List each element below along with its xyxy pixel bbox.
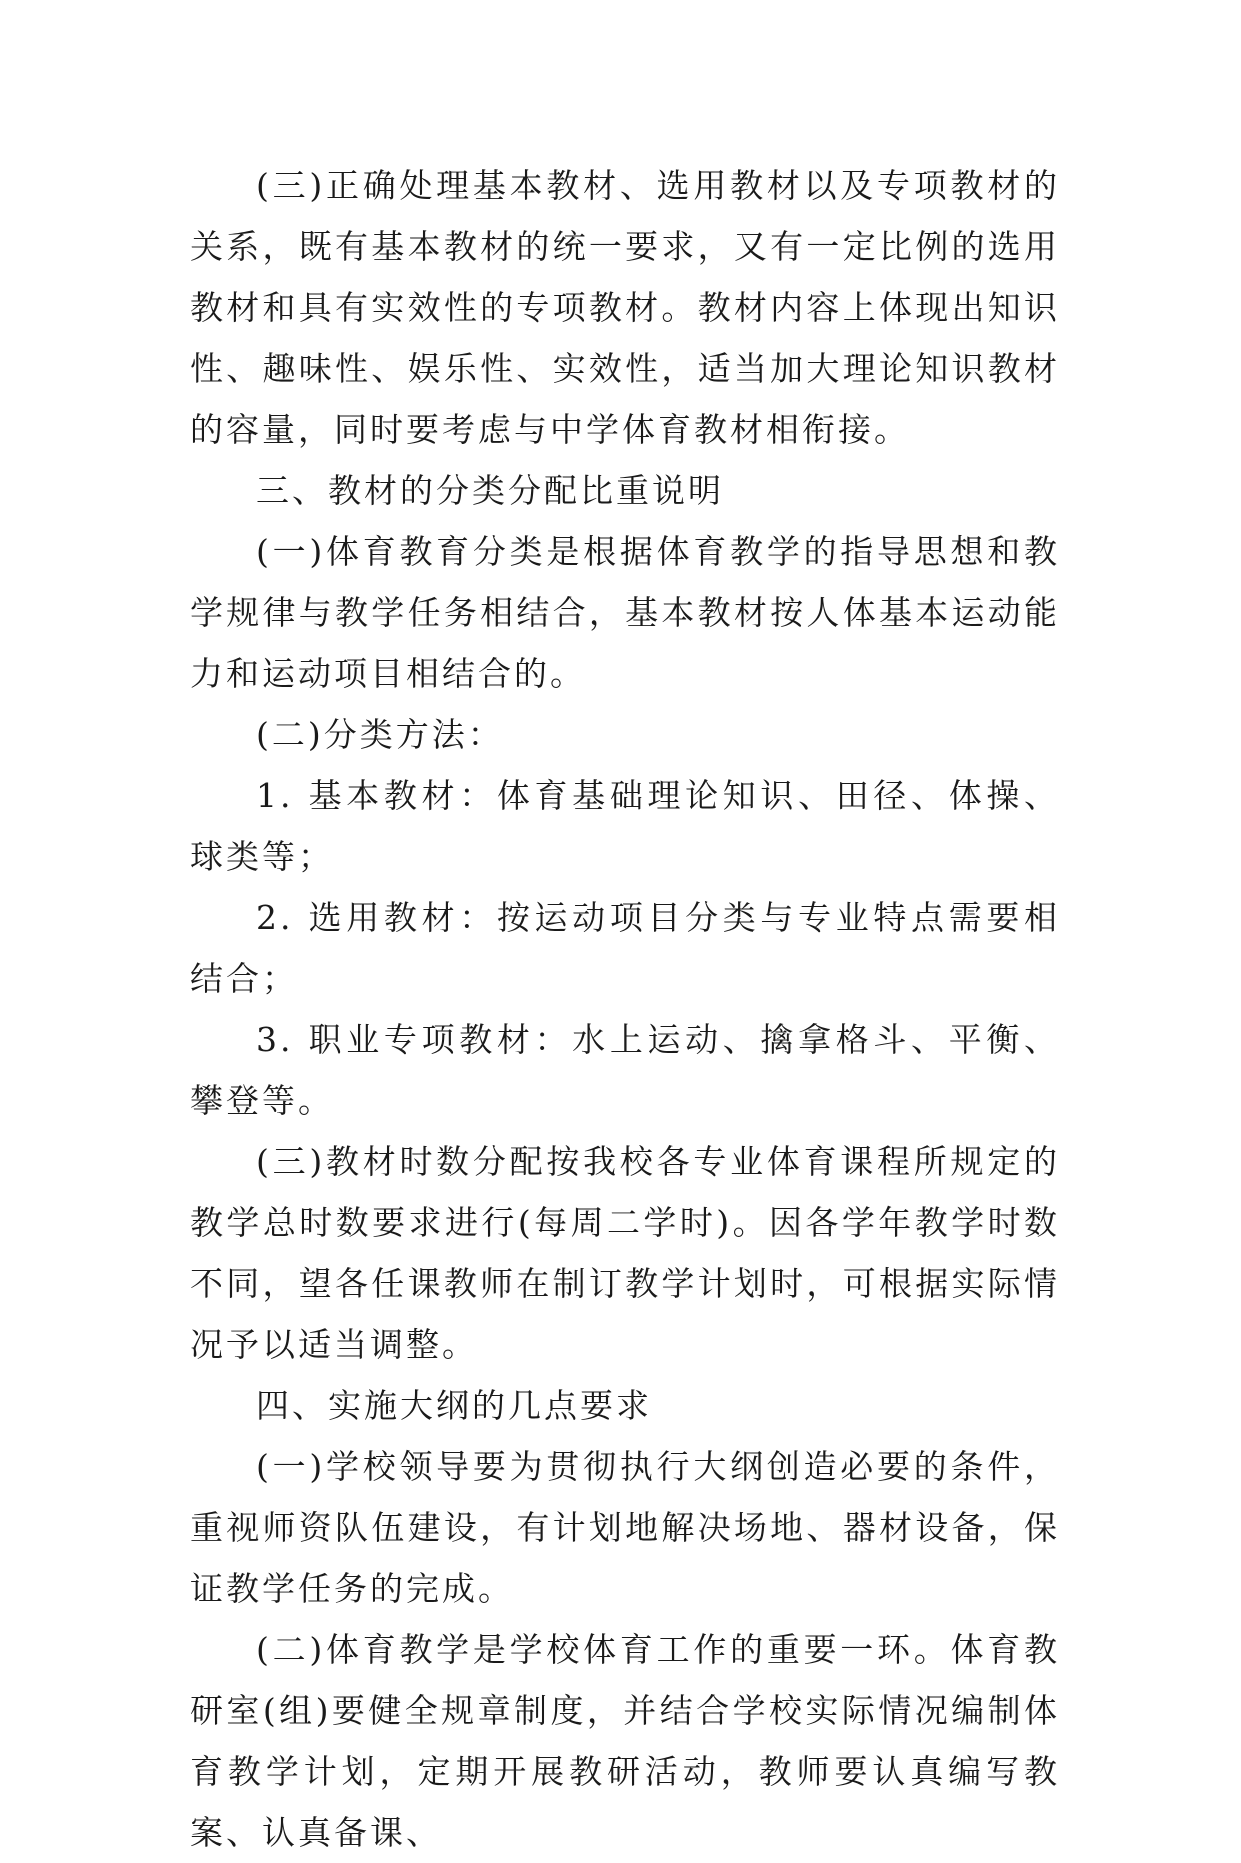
list-item-basic-textbook: 1. 基本教材：体育基础理论知识、田径、体操、球类等；: [190, 776, 1060, 876]
paragraph-leadership-requirements: (一)学校领导要为贯彻执行大纲创造必要的条件，重视师资队伍建设，有计划地解决场地、器材设备，保证教学任务的完成。: [190, 1447, 1060, 1608]
list-item-vocational-textbook: 3. 职业专项教材：水上运动、擒拿格斗、平衡、攀登等。: [190, 1020, 1060, 1120]
paragraph-classification-basis: (一)体育教育分类是根据体育教学的指导思想和教学规律与教学任务相结合，基本教材按人体基本运动能力和运动项目相结合的。: [190, 532, 1060, 693]
section-heading-requirements: 四、实施大纲的几点要求: [256, 1386, 652, 1425]
paragraph-teaching-requirements: (二)体育教学是学校体育工作的重要一环。体育教研室(组)要健全规章制度，并结合学校实际情况编制体育教学计划，定期开展教研活动，教师要认真编写教案、认真备课、: [190, 1630, 1060, 1852]
section-heading-classification: 三、教材的分类分配比重说明: [256, 471, 724, 510]
document-body: [190, 155, 1060, 1863]
paragraph-classification-method: (二)分类方法：: [256, 715, 504, 754]
list-item-elective-textbook: 2. 选用教材：按运动项目分类与专业特点需要相结合；: [190, 898, 1060, 998]
paragraph-textbook-relations: (三)正确处理基本教材、选用教材以及专项教材的关系，既有基本教材的统一要求，又有一定比例的选用教材和具有实效性的专项教材。教材内容上体现出知识性、趣味性、娱乐性、实效性，适当加大理论知识教材的容量，同时要考虑与中学体育教材相衔接。: [190, 166, 1060, 449]
paragraph-hours-allocation: (三)教材时数分配按我校各专业体育课程所规定的教学总时数要求进行(每周二学时)。因各学年教学时数不同，望各任课教师在制订教学计划时，可根据实际情况予以适当调整。: [190, 1142, 1060, 1364]
